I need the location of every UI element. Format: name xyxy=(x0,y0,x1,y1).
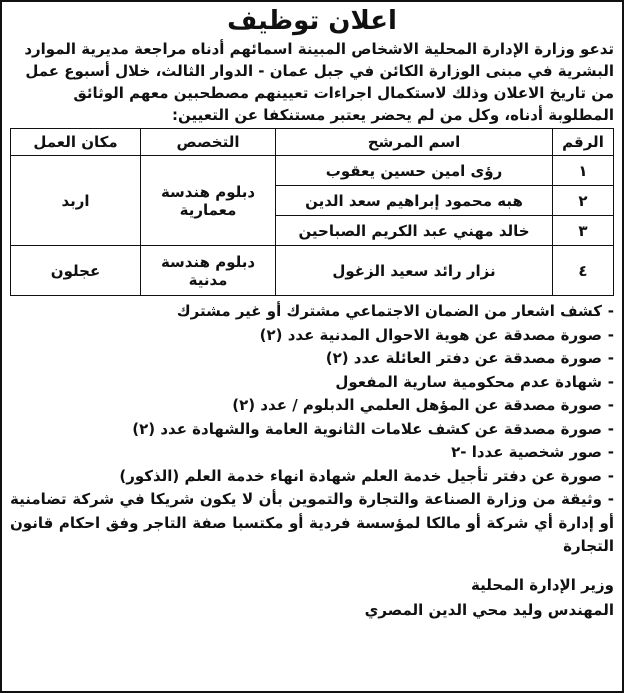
candidate-name: نزار رائد سعيد الزغول xyxy=(276,246,553,296)
workplace-cell: عجلون xyxy=(11,246,141,296)
signatory-position: وزير الإدارة المحلية xyxy=(471,575,614,594)
intro-line: من تاريخ الاعلان وذلك لاستكمال اجراءات تعيينهم مصطحبين معهم الوثائق xyxy=(73,84,614,102)
candidate-name: خالد مهني عبد الكريم الصباحين xyxy=(276,216,553,246)
signature-block xyxy=(10,573,614,623)
page-title: اعلان توظيف xyxy=(227,6,397,36)
row-number: ٢ xyxy=(553,186,614,216)
intro-line: البشرية في مبنى الوزارة الكائن في جبل عمان - الدوار الثالث، خلال أسبوع عمل xyxy=(25,62,614,80)
candidate-name: رؤى امين حسين يعقوب xyxy=(276,156,553,186)
row-number: ٤ xyxy=(553,246,614,296)
list-item: -صورة مصدقة عن دفتر العائلة عدد (٢) xyxy=(325,349,614,367)
specialization-cell: دبلوم هندسة مدنية xyxy=(141,246,276,296)
table-row xyxy=(11,156,614,186)
list-item: -كشف اشعار من الضمان الاجتماعي مشترك أو غير مشترك xyxy=(176,302,614,320)
list-item: -صورة مصدقة عن كشف علامات الثانوية العامة والشهادة عدد (٢) xyxy=(132,419,614,438)
candidates-table xyxy=(10,128,614,296)
candidate-name: هبه محمود إبراهيم سعد الدين xyxy=(276,186,553,216)
table-row xyxy=(11,246,614,296)
required-documents-list xyxy=(10,300,614,559)
header-workplace: مكان العمل xyxy=(11,129,141,156)
header-specialization: التخصص xyxy=(141,129,276,156)
list-item: -صورة مصدقة عن هوية الاحوال المدنية عدد (٢) xyxy=(259,325,614,344)
workplace-cell: اربد xyxy=(11,156,141,246)
list-item: -صور شخصية عددا -٢ xyxy=(451,443,614,461)
table-header-row xyxy=(11,129,614,156)
intro-line: المطلوبة أدناه، وكل من لم يحضر يعتبر مستنكفا عن التعيين: xyxy=(171,106,614,124)
list-item: -وثيقة من وزارة الصناعة والتجارة والتموين بأن لا يكون شريكا في شركة تضامنية أو إدارة أي شركة أو مالكا لمؤسسة فردية أو مكتسبا صفة التاجر وفق احكام قانون التجارة xyxy=(10,490,614,555)
intro-line: تدعو وزارة الإدارة المحلية الاشخاص المبينة اسمائهم أدناه مراجعة مديرية الموارد xyxy=(24,40,614,58)
row-number: ٣ xyxy=(553,216,614,246)
list-item: -صورة مصدقة عن المؤهل العلمي الدبلوم / عدد (٢) xyxy=(232,396,614,414)
row-number: ١ xyxy=(553,156,614,186)
header-name: اسم المرشح xyxy=(276,129,553,156)
signatory-name: المهندس وليد محي الدين المصري xyxy=(364,600,614,619)
specialization-cell: دبلوم هندسة معمارية xyxy=(141,156,276,246)
list-item: -صورة عن دفتر تأجيل خدمة العلم شهادة انهاء خدمة العلم (الذكور) xyxy=(119,466,614,485)
intro-paragraph xyxy=(10,38,614,126)
header-number: الرقم xyxy=(553,129,614,156)
list-item: -شهادة عدم محكومية سارية المفعول xyxy=(335,372,614,391)
